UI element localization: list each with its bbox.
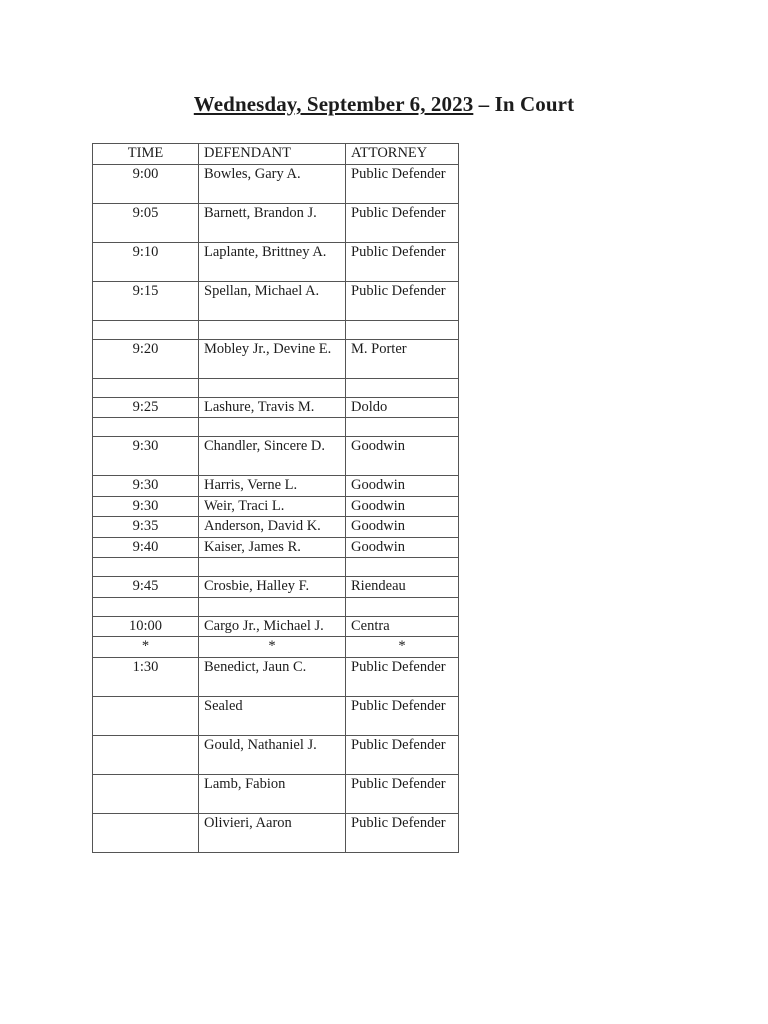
table-row [93,735,459,774]
table-row [93,242,459,281]
attorney-cell: Goodwin [346,476,459,497]
table-row [93,203,459,242]
title-suffix: – In Court [473,92,575,116]
defendant-cell [199,418,346,437]
attorney-cell: Public Defender [346,657,459,696]
table-row [93,281,459,320]
defendant-cell [199,378,346,397]
table-row [93,597,459,616]
defendant-cell: Spellan, Michael A. [199,281,346,320]
time-cell: 9:30 [93,437,199,476]
attorney-cell: Goodwin [346,437,459,476]
time-cell: 9:35 [93,517,199,538]
title-date: Wednesday, September 6, 2023 [193,92,474,116]
attorney-cell: Goodwin [346,537,459,558]
table-row [93,657,459,696]
attorney-cell: Riendeau [346,577,459,598]
header-attorney: ATTORNEY [346,144,459,165]
time-cell [93,813,199,852]
time-cell [93,774,199,813]
header-defendant: DEFENDANT [199,144,346,165]
table-row [93,774,459,813]
defendant-cell: Lashure, Travis M. [199,397,346,418]
table-row [93,637,459,658]
defendant-cell: Barnett, Brandon J. [199,203,346,242]
table-row [93,320,459,339]
time-cell [93,320,199,339]
defendant-cell: Harris, Verne L. [199,476,346,497]
defendant-cell: Kaiser, James R. [199,537,346,558]
time-cell [93,597,199,616]
time-cell: 9:15 [93,281,199,320]
time-cell: 9:10 [93,242,199,281]
time-cell [93,735,199,774]
table-row [93,339,459,378]
time-cell [93,696,199,735]
table-header-row [93,144,459,165]
table-row [93,813,459,852]
attorney-cell [346,418,459,437]
time-cell [93,378,199,397]
attorney-cell: Goodwin [346,517,459,538]
time-cell: 9:05 [93,203,199,242]
attorney-cell [346,378,459,397]
defendant-cell: * [199,637,346,658]
court-schedule-table [92,143,459,853]
table-row [93,496,459,517]
defendant-cell: Lamb, Fabion [199,774,346,813]
time-cell: 9:00 [93,164,199,203]
table-row [93,696,459,735]
defendant-cell: Olivieri, Aaron [199,813,346,852]
attorney-cell [346,597,459,616]
time-cell: 9:25 [93,397,199,418]
defendant-cell: Laplante, Brittney A. [199,242,346,281]
time-cell [93,558,199,577]
header-time: TIME [93,144,199,165]
defendant-cell [199,597,346,616]
defendant-cell [199,320,346,339]
table-row [93,378,459,397]
defendant-cell: Benedict, Jaun C. [199,657,346,696]
table-row [93,418,459,437]
time-cell: 9:30 [93,476,199,497]
time-cell: 9:30 [93,496,199,517]
defendant-cell: Gould, Nathaniel J. [199,735,346,774]
time-cell: 10:00 [93,616,199,637]
time-cell: 9:45 [93,577,199,598]
attorney-cell: Public Defender [346,774,459,813]
attorney-cell: M. Porter [346,339,459,378]
defendant-cell: Sealed [199,696,346,735]
table-row [93,616,459,637]
attorney-cell: Public Defender [346,203,459,242]
attorney-cell: Centra [346,616,459,637]
attorney-cell: Goodwin [346,496,459,517]
time-cell [93,418,199,437]
attorney-cell: * [346,637,459,658]
table-row [93,577,459,598]
attorney-cell: Doldo [346,397,459,418]
time-cell: 9:20 [93,339,199,378]
table-row [93,397,459,418]
attorney-cell: Public Defender [346,281,459,320]
defendant-cell: Crosbie, Halley F. [199,577,346,598]
table-row [93,537,459,558]
attorney-cell: Public Defender [346,164,459,203]
table-row [93,164,459,203]
attorney-cell: Public Defender [346,735,459,774]
defendant-cell [199,558,346,577]
table-row [93,437,459,476]
attorney-cell: Public Defender [346,813,459,852]
defendant-cell: Mobley Jr., Devine E. [199,339,346,378]
time-cell: 1:30 [93,657,199,696]
defendant-cell: Chandler, Sincere D. [199,437,346,476]
attorney-cell: Public Defender [346,242,459,281]
attorney-cell [346,320,459,339]
table-row [93,558,459,577]
defendant-cell: Anderson, David K. [199,517,346,538]
time-cell: 9:40 [93,537,199,558]
page-title [0,92,768,117]
defendant-cell: Weir, Traci L. [199,496,346,517]
table-row [93,517,459,538]
attorney-cell [346,558,459,577]
table-body [93,144,459,853]
time-cell: * [93,637,199,658]
defendant-cell: Bowles, Gary A. [199,164,346,203]
table-row [93,476,459,497]
defendant-cell: Cargo Jr., Michael J. [199,616,346,637]
attorney-cell: Public Defender [346,696,459,735]
